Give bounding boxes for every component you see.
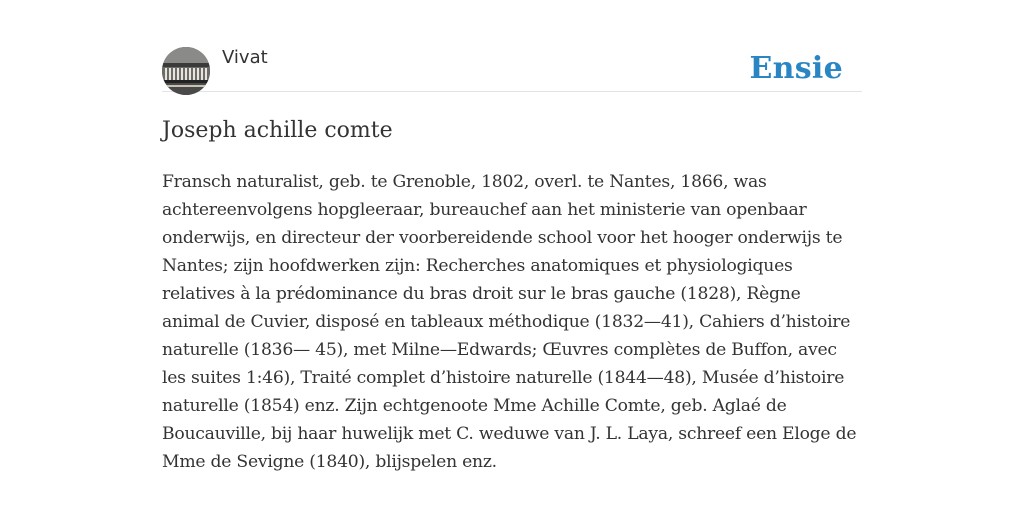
typewriter-avatar-icon [162, 47, 210, 95]
author-avatar[interactable] [162, 47, 210, 95]
article-body: Fransch naturalist, geb. te Grenoble, 1802, overl. te Nantes, 1866, was achtereenvolgens hopgleeraar, bureauchef aan het ministerie van openbaar onderwijs, en directeur der voorbereidende school voor het hooger onderwijs te Nantes; zijn hoofdwerken zijn: Recherches anatomiques et physiologiques relatives à la prédominance du bras droit sur le bras gauche (1828), Règne animal de Cuvier, disposé en tableaux méthodique (1832—41), Cahiers d’histoire naturelle (1836— 45), met Milne—Edwards; Œuvres complètes de Buffon, avec les suites 1:46), Traité complet d’histoire naturelle (1844—48), Musée d’histoire naturelle (1854) enz. Zijn echtgenoote Mme Achille Comte, geb. Aglaé de Boucauville, bij haar huwelijk met C. weduwe van J. L. Laya, schreef een Eloge de Mme de Sevigne (1840), blijspelen enz. [162, 172, 857, 472]
brand-logo[interactable]: Ensie [749, 51, 843, 86]
page [162, 0, 862, 472]
header [162, 0, 862, 92]
article-title: Joseph achille comte [162, 118, 393, 143]
author-name[interactable]: Vivat [222, 47, 268, 68]
